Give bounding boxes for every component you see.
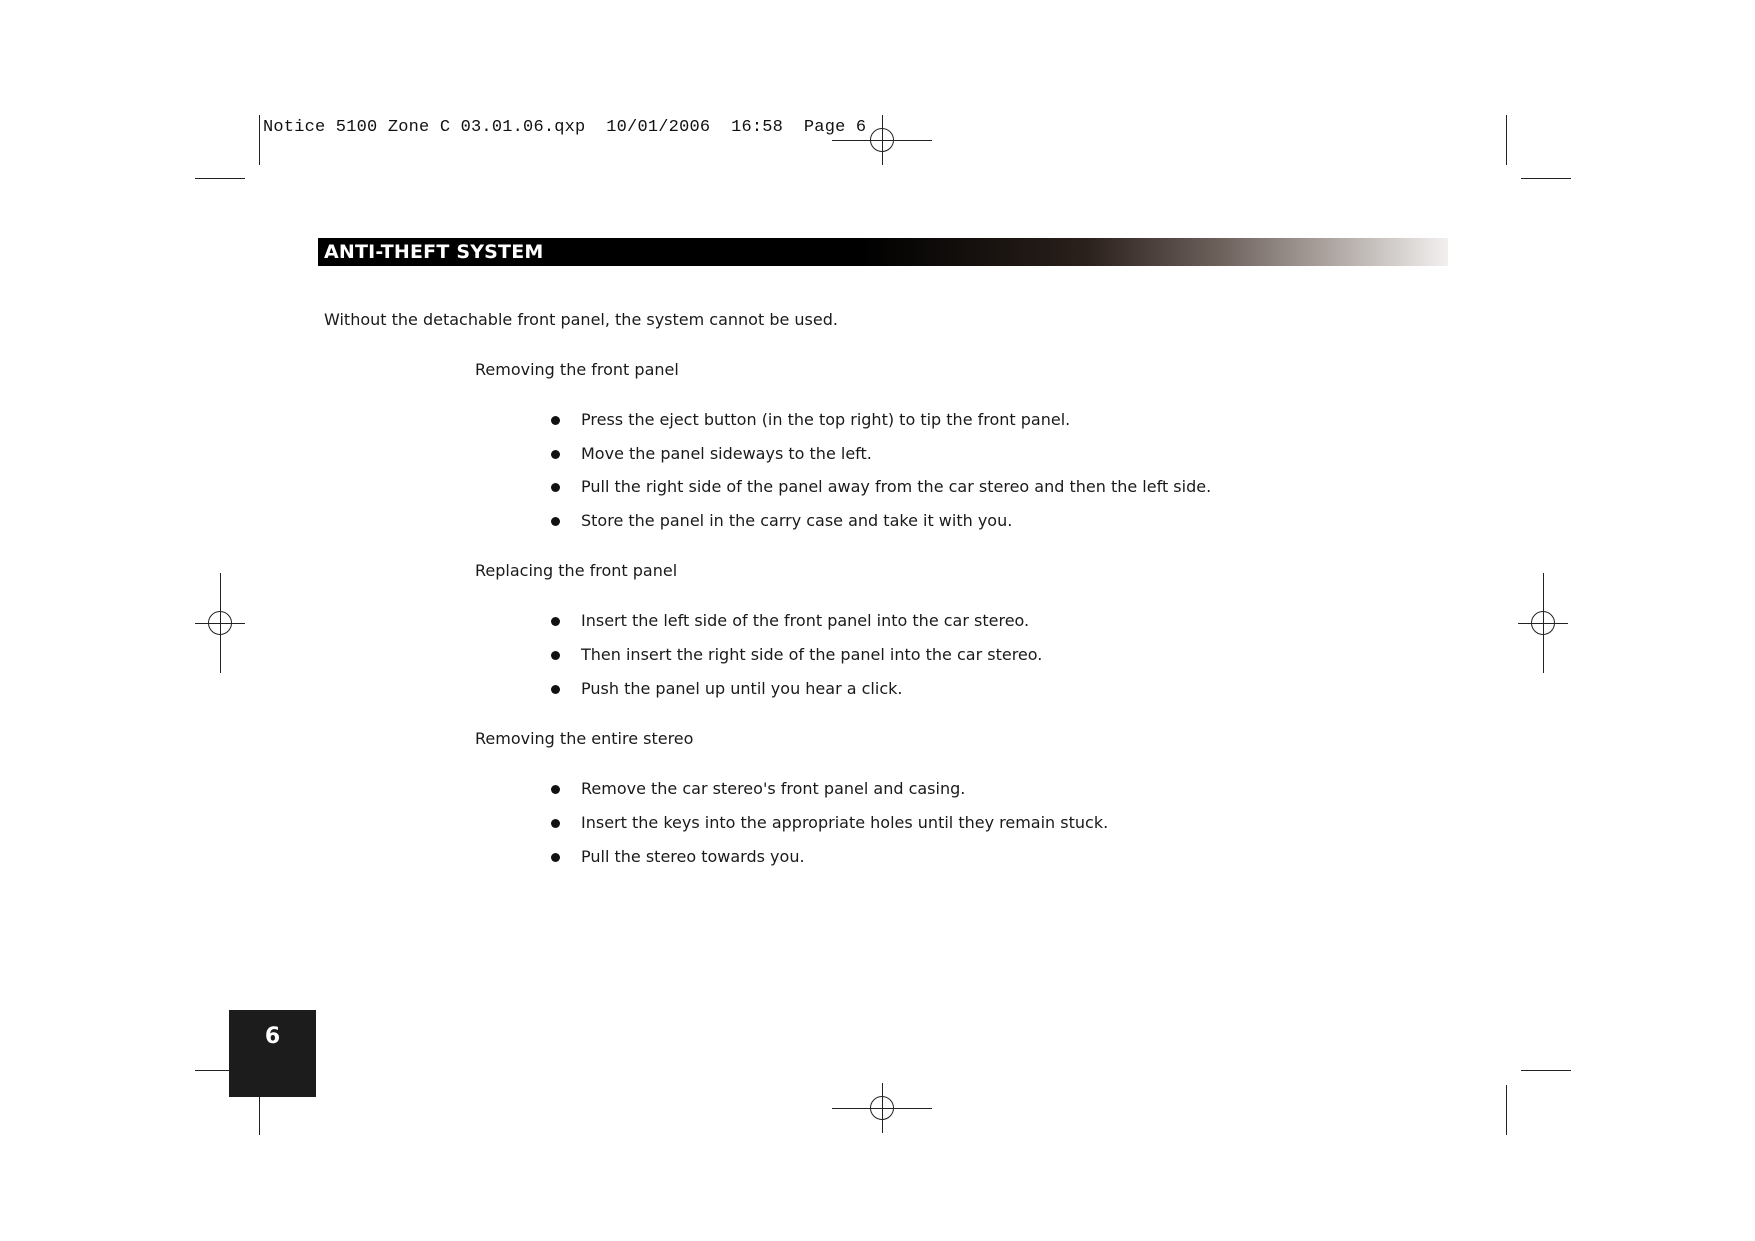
page-number: 6: [264, 1024, 281, 1049]
bullet-icon: [551, 617, 560, 626]
bullet-icon: [551, 517, 560, 526]
bullet-icon: [551, 450, 560, 459]
list-item: Push the panel up until you hear a click.: [581, 679, 903, 698]
bullet-icon: [551, 685, 560, 694]
page-number-box: [229, 1010, 316, 1097]
list-item: Pull the stereo towards you.: [581, 847, 805, 866]
subheading-removing-front-panel: Removing the front panel: [475, 360, 679, 379]
list-item: Move the panel sideways to the left.: [581, 444, 872, 463]
list-item: Pull the right side of the panel away from the car stereo and then the left side.: [581, 477, 1212, 496]
bullet-icon: [551, 785, 560, 794]
intro-text: Without the detachable front panel, the system cannot be used.: [324, 310, 838, 329]
subheading-removing-entire-stereo: Removing the entire stereo: [475, 729, 694, 748]
bullet-icon: [551, 651, 560, 660]
list-item: Store the panel in the carry case and take it with you.: [581, 511, 1013, 530]
section-title: ANTI-THEFT SYSTEM: [324, 241, 544, 263]
list-item: Remove the car stereo's front panel and casing.: [581, 779, 966, 798]
list-item: Then insert the right side of the panel into the car stereo.: [581, 645, 1043, 664]
list-item: Press the eject button (in the top right) to tip the front panel.: [581, 410, 1071, 429]
subheading-replacing-front-panel: Replacing the front panel: [475, 561, 678, 580]
list-item: Insert the left side of the front panel into the car stereo.: [581, 611, 1030, 630]
bullet-icon: [551, 483, 560, 492]
print-slug-line: Notice 5100 Zone C 03.01.06.qxp 10/01/2006 16:58 Page 6: [263, 118, 867, 137]
bullet-icon: [551, 853, 560, 862]
bullet-icon: [551, 416, 560, 425]
section-banner: [318, 238, 1448, 266]
list-item: Insert the keys into the appropriate holes until they remain stuck.: [581, 813, 1109, 832]
bullet-icon: [551, 819, 560, 828]
